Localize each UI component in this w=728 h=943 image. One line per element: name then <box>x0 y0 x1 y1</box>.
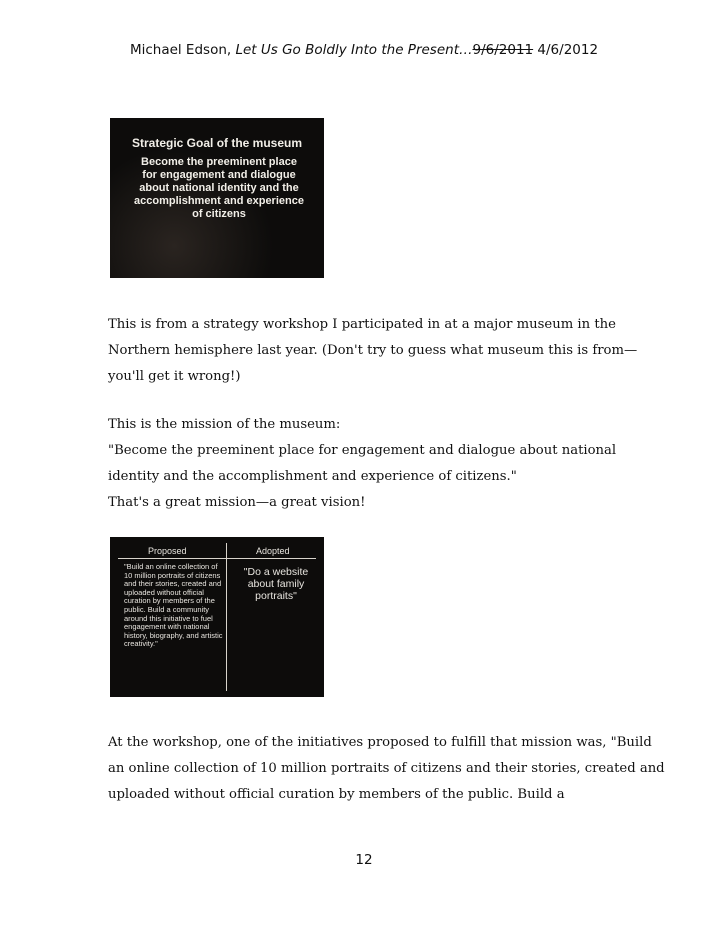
page-header <box>0 42 728 58</box>
slide-strategic-goal <box>110 118 324 278</box>
column-adopted-heading: Adopted <box>256 546 290 556</box>
proposed-text: "Build an online collection of 10 million portraits of citizens and their stories, created and uploaded without official curation by members of the public. Build a community around this initiative to fuel engagement with national history, biography, and artistic creativity." <box>124 562 223 649</box>
header-author: Michael Edson, <box>129 42 236 58</box>
slide-body: Become the preeminent place for engagement and dialogue about national identity and the accomplishment and experience of citizens <box>134 156 304 220</box>
mission-comment: That's a great mission—a great vision! <box>108 495 366 510</box>
page-number: 12 <box>355 852 373 868</box>
slide-divider-vertical <box>226 543 227 691</box>
header-new-date: 4/6/2012 <box>533 42 599 58</box>
slide-title: Strategic Goal of the museum <box>132 136 303 150</box>
mission-quote: "Become the preeminent place for engagement and dialogue about national identity and the accomplishment and experience of citizens." <box>108 443 617 484</box>
adopted-text: "Do a website about family portraits" <box>243 566 309 602</box>
slide-proposed-adopted <box>110 537 324 697</box>
column-proposed-heading: Proposed <box>148 546 187 556</box>
paragraph-initiative: At the workshop, one of the initiatives proposed to fulfill that mission was, "Build an online collection of 10 million portraits of citizens and their stories, created and uploaded without official curation by members of the public. Build a <box>108 735 665 802</box>
paragraph-mission <box>108 412 668 516</box>
paragraph-workshop: This is from a strategy workshop I participated in at a major museum in the Northern hemisphere last year. (Don't try to guess what museum this is from—you'll get it wrong!) <box>108 317 638 384</box>
mission-intro: This is the mission of the museum: <box>108 417 341 432</box>
header-old-date: 9/6/2011 <box>472 42 534 58</box>
header-title: Let Us Go Boldly Into the Present… <box>235 42 473 58</box>
slide-divider-horizontal <box>118 558 316 559</box>
